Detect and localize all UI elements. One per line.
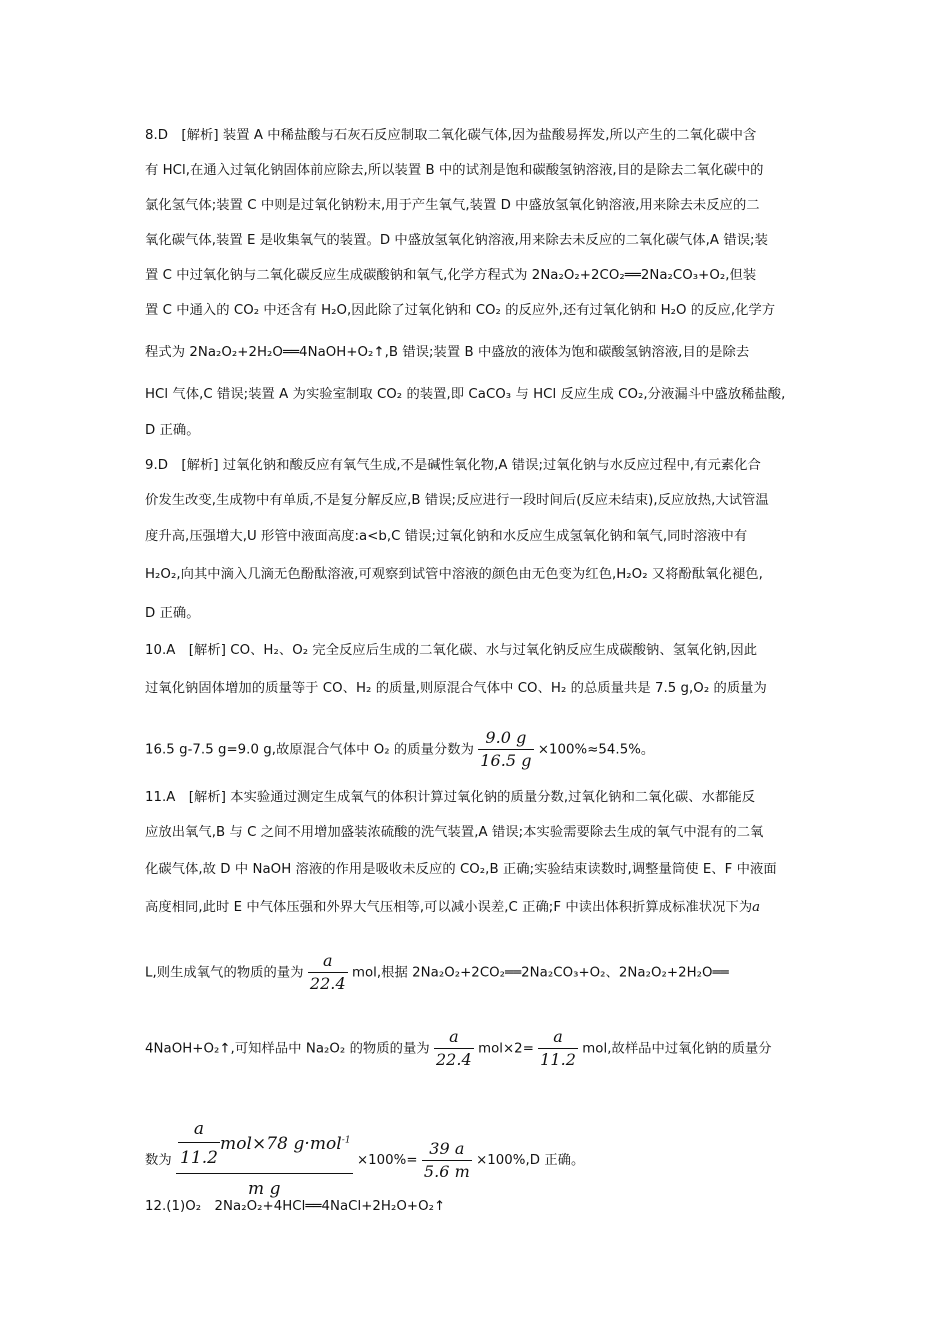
eq-text: L,则生成氧气的物质的量为 <box>145 965 304 981</box>
text-line: 度升高,压强增大,U 形管中液面高度:a<b,C 错误;过氧化钠和水反应生成氢氧化钠和氧气,同时溶液中有 <box>145 529 748 544</box>
eq-text: 4NaOH+O₂↑,可知样品中 Na₂O₂ 的物质的量为 <box>145 1041 430 1057</box>
fraction <box>308 950 348 995</box>
fraction-numerator: 9.0 g <box>478 727 533 750</box>
text-line: 程式为 2Na₂O₂+2H₂O══4NaOH+O₂↑,B 错误;装置 B 中盛放的液体为饱和碳酸氢钠溶液,目的是除去 <box>145 345 750 360</box>
compound-fraction <box>176 1116 353 1204</box>
text-line-part: 高度相同,此时 E 中气体压强和外界大气压相等,可以减小误差,C 正确;F 中读出体积折算成标准状况下为 <box>145 900 753 915</box>
fraction-denominator: 11.2 <box>540 1050 576 1069</box>
fraction <box>434 1026 474 1071</box>
text-line: 氧化碳气体,装置 E 是收集氧气的装置。D 中盛放氢氧化钠溶液,用来除去未反应的二氧化碳气体,A 错误;装 <box>145 233 768 248</box>
equation-line-3 <box>145 1116 815 1204</box>
eq-superscript: -1 <box>341 1135 351 1146</box>
equation-line-2 <box>145 1026 815 1071</box>
text-line: HCl 气体,C 错误;装置 A 为实验室制取 CO₂ 的装置,即 CaCO₃ 与 HCl 反应生成 CO₂,分液漏斗中盛放稀盐酸, <box>145 387 786 402</box>
fraction-numerator: a <box>308 950 348 973</box>
equation-line-1 <box>145 950 815 995</box>
fraction-numerator: a <box>538 1026 578 1049</box>
compound-numerator <box>176 1116 353 1174</box>
eq-text: ×100%= <box>356 1153 418 1168</box>
text-line: 价发生改变,生成物中有单质,不是复分解反应,B 错误;反应进行一段时间后(反应未结束),反应放热,大试管温 <box>145 493 769 508</box>
eq-text: 数为 <box>145 1153 172 1168</box>
eq-text: ×100%,D 正确。 <box>476 1153 585 1168</box>
fraction <box>478 727 533 772</box>
text-line <box>145 898 815 918</box>
text-line: D 正确。 <box>145 606 200 621</box>
fraction-denominator: 11.2 <box>179 1148 219 1168</box>
text-line: 置 C 中通入的 CO₂ 中还含有 H₂O,因此除了过氧化钠和 CO₂ 的反应外,还有过氧化钠和 H₂O 的反应,化学方 <box>145 303 776 318</box>
text-line: 应放出氧气,B 与 C 之间不用增加盛装浓硫酸的洗气装置,A 错误;本实验需要除去生成的氧气中混有的二氧 <box>145 825 764 840</box>
text-line: 化碳气体,故 D 中 NaOH 溶液的作用是吸收未反应的 CO₂,B 正确;实验结束读数时,调整量筒使 E、F 中液面 <box>145 862 777 877</box>
eq-text: mol,故样品中过氧化钠的质量分 <box>582 1041 772 1057</box>
fraction-numerator: a <box>434 1026 474 1049</box>
text-line: 9.D [解析] 过氧化钠和酸反应有氧气生成,不是碱性氧化物,A 错误;过氧化钠与水反应过程中,有元素化合 <box>145 458 761 473</box>
text-line: 8.D [解析] 装置 A 中稀盐酸与石灰石反应制取二氧化碳气体,因为盐酸易挥发,所以产生的二氧化碳中含 <box>145 128 757 143</box>
eq-text: mol,根据 2Na₂O₂+2CO₂══2Na₂CO₃+O₂、2Na₂O₂+2H₂O══ <box>351 965 729 981</box>
fraction <box>422 1138 472 1183</box>
fraction-denominator: 22.4 <box>435 1050 472 1069</box>
fraction-denominator: 22.4 <box>309 974 346 993</box>
fraction <box>538 1026 578 1071</box>
fraction-numerator: a <box>178 1116 220 1143</box>
text-line: 有 HCl,在通入过氧化钠固体前应除去,所以装置 B 中的试剂是饱和碳酸氢钠溶液,目的是除去二氧化碳中的 <box>145 163 764 178</box>
fraction-numerator: 39 a <box>422 1138 472 1161</box>
text-line: 过氧化钠固体增加的质量等于 CO、H₂ 的质量,则原混合气体中 CO、H₂ 的总质量共是 7.5 g,O₂ 的质量为 <box>145 681 767 696</box>
text-line: H₂O₂,向其中滴入几滴无色酚酞溶液,可观察到试管中溶液的颜色由无色变为红色,H₂O₂ 又将酚酞氧化褪色, <box>145 567 763 582</box>
eq-text: ×100%≈54.5%。 <box>537 742 655 758</box>
equation-line-10 <box>145 727 815 772</box>
text-line: 置 C 中过氧化钠与二氧化碳反应生成碳酸钠和氧气,化学方程式为 2Na₂O₂+2CO₂══2Na₂CO₃+O₂,但装 <box>145 268 757 283</box>
compound-denominator: m g <box>248 1179 281 1199</box>
text-line: D 正确。 <box>145 423 200 438</box>
text-line: 12.(1)O₂ 2Na₂O₂+4HCl══4NaCl+2H₂O+O₂↑ <box>145 1199 446 1214</box>
fraction-denominator: 5.6 m <box>423 1161 470 1181</box>
eq-unit: mol×78 g·mol <box>220 1134 342 1154</box>
variable-a: a <box>752 900 761 915</box>
eq-text: mol×2= <box>478 1041 534 1057</box>
fraction <box>178 1116 220 1173</box>
fraction-denominator: 16.5 g <box>480 751 532 770</box>
eq-text: 16.5 g-7.5 g=9.0 g,故原混合气体中 O₂ 的质量分数为 <box>145 742 474 758</box>
text-line: 10.A [解析] CO、H₂、O₂ 完全反应后生成的二氧化碳、水与过氧化钠反应生成碳酸钠、氢氧化钠,因此 <box>145 643 758 658</box>
text-line: 氯化氢气体;装置 C 中则是过氧化钠粉末,用于产生氧气,装置 D 中盛放氢氧化钠溶液,用来除去未反应的二 <box>145 198 760 213</box>
text-line: 11.A [解析] 本实验通过测定生成氧气的体积计算过氧化钠的质量分数,过氧化钠和二氧化碳、水都能反 <box>145 790 756 805</box>
